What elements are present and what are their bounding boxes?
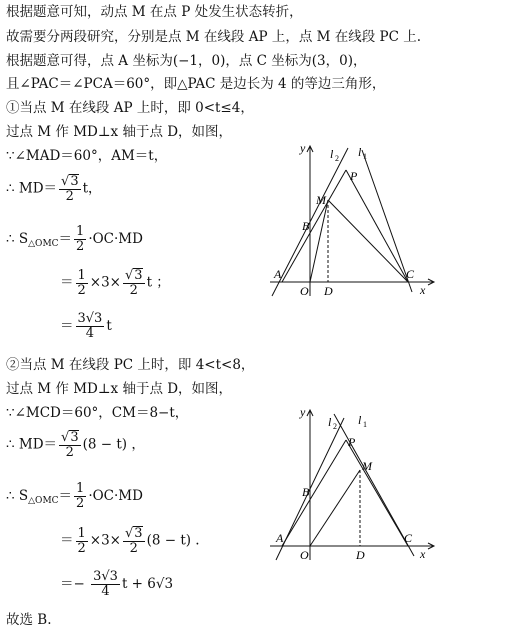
case2-area-eq3 [60,570,173,599]
fig1-label-l1-sub: 1 [363,152,367,161]
case1-md-equation [6,174,102,204]
case2-area-eq2 [60,526,200,556]
case2-md-fraction: $\frac{√3}{2}$ [61,430,79,460]
case2-title: ②当点 M 在线段 PC 上时，即 4<t<8， [6,357,255,373]
case1-eq-sign: ＝ [58,231,73,247]
conclusion: 故选 B. [6,612,52,628]
case2-md-lhs: ∴ MD＝ [6,436,58,453]
case2-result-sign: − [73,576,90,592]
fig1-segment-OM [310,200,328,282]
fig1-label-O: O [300,284,309,298]
fig2-label-A: A [276,531,284,545]
fig1-label-D: D [324,284,333,298]
fig2-label-M: M [362,459,372,473]
case2-area-lhs: ∴ S [6,488,29,504]
figure-case1 [262,140,442,300]
case2-half-num: 1 [76,481,85,496]
fig2-label-O: O [300,548,309,562]
case1-md-den: 2 [65,189,74,204]
fig2-label-l1-sub: 1 [363,420,367,429]
fig2-segment-AP [282,440,346,546]
case1-md-tail: t， [82,180,102,197]
case1-result-num: 3√3 [77,311,103,326]
fig1-label-C: C [406,267,415,281]
fig2-line-l1 [334,414,414,556]
fig1-line-l1 [362,150,412,292]
fig2-label-C: C [404,531,413,545]
case2-md-den: 2 [65,445,74,460]
case1-area-eq2 [60,268,170,298]
fig1-label-M: M [316,193,326,207]
fig2-label-l2-sub: 2 [333,422,337,431]
fig1-label-x: x [420,283,426,297]
intro-line-2: 故需要分两段研究，分别是点 M 在线段 AP 上，点 M 在线段 PC 上. [6,29,422,45]
case2-area-mid: ×3× [89,532,121,549]
case2-sqrt3-over-2: $\frac{√3}{2}$ [125,526,143,556]
fig2-label-l1: l [358,413,362,427]
fig1-label-B: B [302,219,310,233]
fig2-label-l2: l [328,415,332,429]
case2-md-tail: (8 − t) ， [82,436,145,453]
case1-half-fraction-2 [76,269,88,298]
fig2-label-x: x [420,547,426,561]
fig1-label-l2: l [330,147,334,161]
fig2-segment-PC [346,440,408,546]
case1-area-lhs: ∴ S [6,231,29,247]
case1-sqrt3-radicand: 3 [134,268,143,283]
case2-result-den: 4 [101,584,110,599]
case2-area-tail: (8 − t) . [146,532,200,549]
case2-half-den-2: 2 [77,540,86,556]
fig1-segment-MC [328,200,408,282]
case1-sqrt3-den: 2 [129,283,138,298]
case2-half-den: 2 [76,496,85,511]
intro-line-3: 根据题意可得，点 A 坐标为(−1，0)，点 C 坐标为(3，0)， [6,53,367,69]
case2-area-sub: △OMC [28,496,59,506]
case1-half-num-2: 1 [77,267,86,283]
case1-half-den-2: 2 [77,282,86,298]
case1-result-tail: t [106,318,112,334]
case2-given: ∵∠MCD＝60°，CM＝8−t， [6,405,189,421]
fig2-label-P: P [348,435,356,449]
case1-half-den: 2 [76,239,85,254]
case1-area-tail: t ； [146,274,170,291]
figure-case2 [262,404,442,564]
case2-eq-sign-3: ＝ [60,576,74,592]
case1-area-sub: △OMC [28,239,59,249]
case2-area-eq1 [6,482,143,511]
case2-result-num: 3√3 [93,569,118,584]
case2-half-fraction [74,482,86,511]
case2-half-fraction-2 [76,527,88,556]
case2-area-rhs1: ·OC·MD [88,488,143,504]
case1-construction: 过点 M 作 MD⊥x 轴于点 D，如图， [6,124,233,140]
fig1-label-A: A [274,267,282,281]
case2-md-equation [6,430,145,460]
fig1-label-P: P [350,169,358,183]
case1-md-radicand: 3 [70,174,79,189]
case1-md-fraction: $\frac{√3}{2}$ [61,174,79,204]
fig1-segment-PC [346,170,408,282]
case1-area-eq1 [6,225,143,254]
case1-md-lhs: ∴ MD＝ [6,180,58,197]
case1-area-rhs1: ·OC·MD [88,231,143,247]
fig1-label-l2-sub: 2 [335,154,339,163]
case2-result-fraction [91,570,120,599]
case1-title: ①当点 M 在线段 AP 上时，即 0<t≤4， [6,100,254,116]
fig2-label-D: D [356,548,365,562]
case1-half-num: 1 [76,224,85,239]
case2-half-num-2: 1 [77,525,86,541]
fig2-segment-OM [310,470,360,546]
fig2-label-B: B [302,485,310,499]
case1-result-den: 4 [85,326,95,341]
fig2-label-y: y [300,405,306,419]
case1-eq-sign-2: ＝ [60,274,74,291]
case1-given: ∵∠MAD＝60°，AM＝t， [6,148,168,164]
fig1-label-l1: l [358,145,362,159]
case2-sqrt3-den: 2 [129,541,138,556]
case2-eq-sign-2: ＝ [60,532,74,549]
case2-result-tail: t + 6√3 [121,576,174,592]
fig1-label-y: y [300,141,306,155]
case1-eq-sign-3: ＝ [60,318,74,334]
case1-result-fraction [76,312,105,341]
case1-sqrt3-over-2: $\frac{√3}{2}$ [125,268,143,298]
case2-sqrt3-radicand: 3 [134,526,143,541]
case1-area-eq3 [60,312,112,341]
case2-eq-sign: ＝ [58,488,73,504]
intro-line-4: 且∠PAC＝∠PCA＝60°，即△PAC 是边长为 4 的等边三角形， [6,76,386,92]
intro-line-1: 根据题意可知，动点 M 在点 P 处发生状态转折， [6,4,303,20]
case1-area-mid: ×3× [89,274,121,291]
case2-construction: 过点 M 作 MD⊥x 轴于点 D，如图， [6,381,233,397]
case2-md-radicand: 3 [70,430,79,445]
case1-half-fraction [74,225,86,254]
